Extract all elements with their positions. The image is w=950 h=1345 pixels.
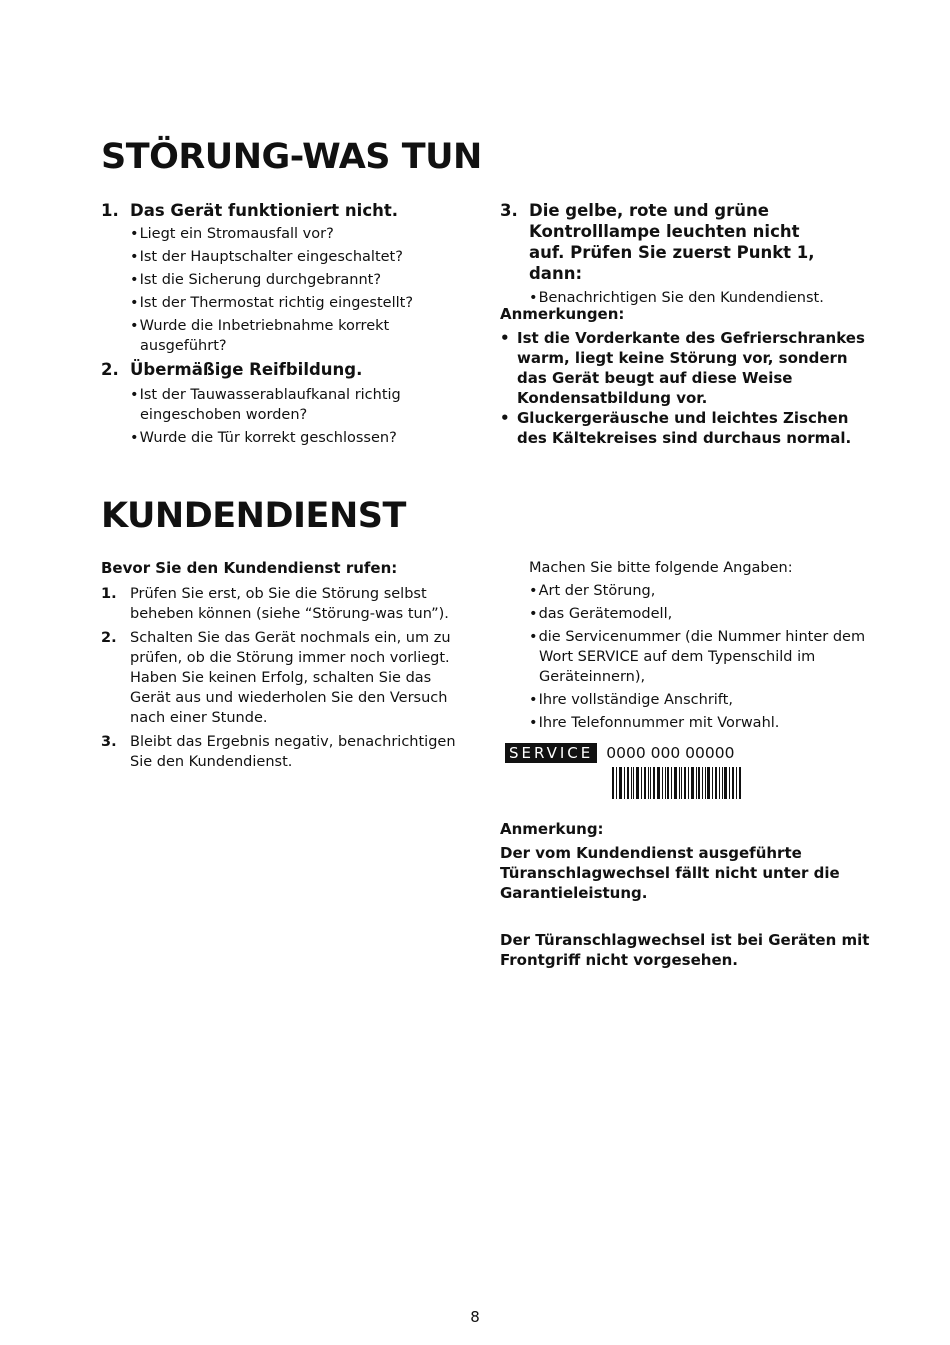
service-label-row [505, 743, 880, 763]
service-note-label: Anmerkung: [500, 820, 604, 838]
step-number: 2. [101, 630, 117, 646]
troubleshooting-right-column [500, 200, 840, 311]
item-1-bullets [101, 224, 471, 356]
steps-list [101, 584, 471, 772]
service-number: 0000 000 00000 [606, 744, 735, 762]
note-text: Ist die Vorderkante des Gefrierschrankes warm, liegt keine Störung vor, sondern das Gerät beugt auf diese Weise Kondensatbildung vor. [517, 329, 865, 407]
item-1-number: 1. [101, 201, 119, 220]
service-right-column [500, 558, 880, 799]
note-item: • Gluckergeräusche und leichtes Zischen des Kältekreises sind durchaus normal. [500, 408, 870, 448]
notes-label: Anmerkungen: [500, 305, 625, 323]
service-note-block [500, 819, 880, 970]
item-2-bullets [101, 385, 471, 448]
barcode-icon [612, 767, 742, 799]
page-number: 8 [470, 1308, 480, 1326]
step-text: Schalten Sie das Gerät nochmals ein, um zu prüfen, ob die Störung immer noch vorliegt. Haben Sie keinen Erfolg, schalten Sie das Gerät aus und wiederholen Sie den Versuch nach einer Stunde. [130, 630, 451, 726]
list-item: • Ist der Tauwasserablaufkanal richtig eingeschoben worden? [130, 385, 471, 425]
list-item: • Benachrichtigen Sie den Kundendienst. [529, 288, 840, 308]
item-3-heading [500, 200, 840, 284]
list-item: • die Servicenummer (die Nummer hinter dem Wort SERVICE auf dem Typenschild im Geräteinnern), [529, 627, 880, 687]
note-item: • Ist die Vorderkante des Gefrierschrankes warm, liegt keine Störung vor, sondern das Gerät beugt auf diese Weise Kondensatbildung vor. [500, 328, 870, 408]
service-tag: SERVICE [505, 743, 597, 763]
list-item: • Ist die Sicherung durchgebrannt? [130, 270, 471, 290]
item-3-number: 3. [500, 201, 518, 220]
section-title-service: KUNDENDIENST [101, 496, 406, 536]
list-item: • das Gerätemodell, [529, 604, 880, 624]
service-left-column [101, 558, 471, 776]
info-intro: Machen Sie bitte folgende Angaben: [529, 560, 793, 576]
list-item: • Wurde die Tür korrekt geschlossen? [130, 428, 471, 448]
step-item [101, 584, 471, 624]
item-3-title: Die gelbe, rote und grüne Kontrolllampe leuchten nicht auf. Prüfen Sie zuerst Punkt 1, dann: [529, 201, 815, 283]
step-number: 1. [101, 586, 117, 602]
list-item: • Art der Störung, [529, 581, 880, 601]
info-bullets [500, 581, 880, 733]
troubleshooting-left-column [101, 200, 471, 451]
list-item: • Wurde die Inbetriebnahme korrekt ausgeführt? [130, 316, 471, 356]
note-text: Gluckergeräusche und leichtes Zischen des Kältekreises sind durchaus normal. [517, 409, 852, 447]
list-item: • Ist der Hauptschalter eingeschaltet? [130, 247, 471, 267]
item-1-title: Das Gerät funktioniert nicht. [130, 201, 399, 220]
list-item: • Ihre Telefonnummer mit Vorwahl. [529, 713, 880, 733]
step-item [101, 732, 471, 772]
service-note-text: Der vom Kundendienst ausgeführte Türanschlagwechsel fällt nicht unter die Garantieleistung. [500, 844, 840, 902]
before-calling-label: Bevor Sie den Kundendienst rufen: [101, 559, 398, 577]
item-2-number: 2. [101, 360, 119, 379]
step-text: Prüfen Sie erst, ob Sie die Störung selbst beheben können (siehe “Störung-was tun”). [130, 586, 449, 622]
item-2-heading [101, 359, 471, 380]
list-item: • Liegt ein Stromausfall vor? [130, 224, 471, 244]
list-item: • Ihre vollständige Anschrift, [529, 690, 880, 710]
notes-list [500, 328, 870, 448]
item-2-title: Übermäßige Reifbildung. [130, 360, 363, 379]
step-text: Bleibt das Ergebnis negativ, benachrichtigen Sie den Kundendienst. [130, 734, 456, 770]
section-title-troubleshooting: STÖRUNG-WAS TUN [101, 137, 482, 177]
service-note-text-2: Der Türanschlagwechsel ist bei Geräten mit Frontgriff nicht vorgesehen. [500, 931, 870, 969]
notes-block [500, 304, 870, 448]
step-item [101, 628, 471, 728]
list-item: • Ist der Thermostat richtig eingestellt? [130, 293, 471, 313]
step-number: 3. [101, 734, 117, 750]
item-1-heading [101, 200, 471, 221]
